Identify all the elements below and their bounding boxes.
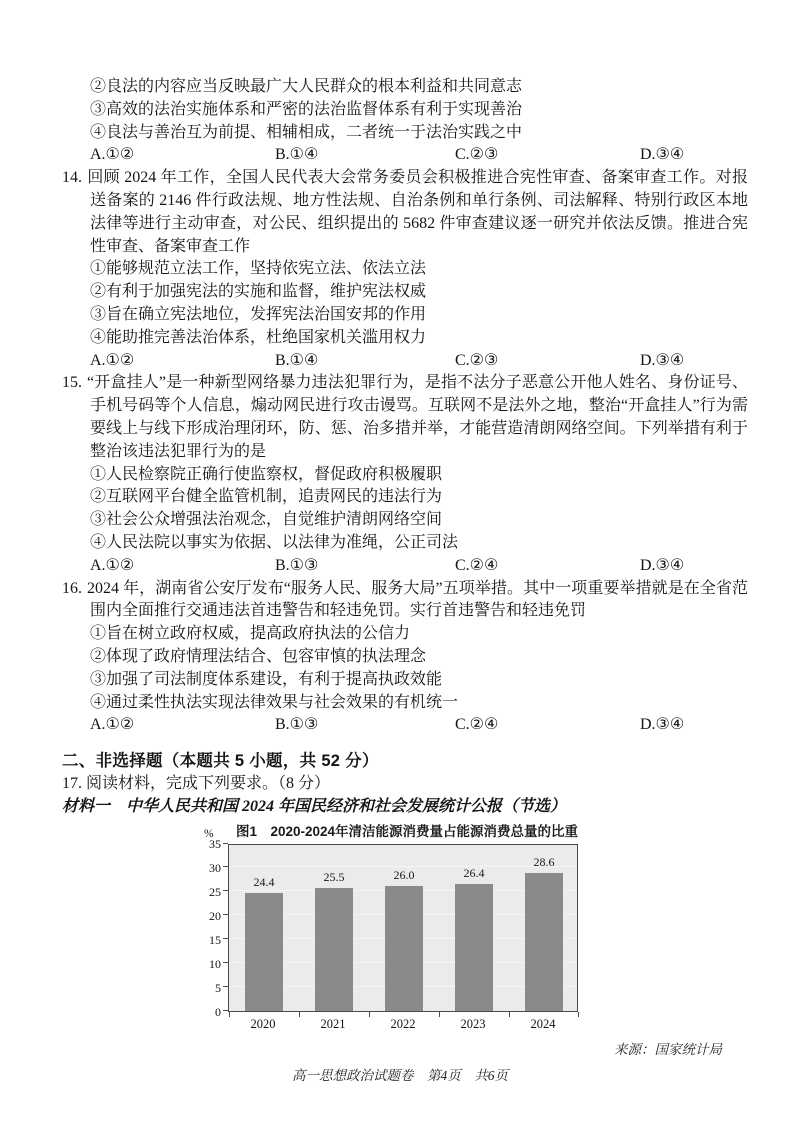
question-item: ④人民法院以事实为依据、以法律为准绳，公正司法 [90, 533, 459, 551]
question-item: ②有利于加强宪法的实施和监督，维护宪法权威 [90, 283, 427, 301]
question-item: ③高效的法治实施体系和严密的法治监督体系有利于实现善治 [90, 100, 523, 118]
y-tick-mark [223, 962, 228, 963]
option-c: C.②④ [455, 556, 499, 574]
answer-options-row [62, 350, 748, 373]
option-d: D.③④ [640, 556, 685, 574]
bar-value-2020: 24.4 [253, 875, 275, 890]
bar-value-2021: 25.5 [323, 870, 345, 885]
question-item: ③旨在确立宪法地位，发挥宪法治国安邦的作用 [90, 305, 427, 323]
y-axis-unit-label: % [204, 827, 214, 840]
y-tick-label: 10 [209, 956, 221, 971]
option-b: B.①③ [275, 556, 319, 574]
y-tick-mark [223, 866, 228, 867]
chart-x-axis [228, 1017, 580, 1031]
question-item: ③社会公众增强法治观念，自觉维护清朗网络空间 [90, 511, 443, 529]
x-tick-label-2021: 2021 [320, 1016, 346, 1031]
x-tick-mark [299, 1012, 300, 1017]
question-item: ①能够规范立法工作，坚持依宪立法、依法立法 [90, 260, 427, 278]
option-c: C.②③ [455, 146, 499, 164]
option-a: A.①② [90, 351, 135, 369]
bar-2020 [245, 893, 283, 1010]
bar-2024 [525, 873, 563, 1010]
bar-2023 [455, 884, 493, 1011]
option-b: B.①③ [275, 716, 319, 734]
question-15 [62, 372, 748, 577]
bar-2022 [385, 886, 423, 1011]
question-stem [62, 578, 748, 624]
option-d: D.③④ [640, 351, 685, 369]
question-number: 16. [62, 579, 82, 597]
x-tick-label-2023: 2023 [460, 1016, 486, 1031]
question-item: ④良法与善治互为前提、相辅相成，二者统一于法治实践之中 [90, 123, 523, 141]
option-b: B.①④ [275, 146, 319, 164]
question-stem [62, 372, 748, 463]
question-item: ①旨在树立政府权威，提高政府执法的公信力 [90, 625, 411, 643]
option-a: A.①② [90, 716, 135, 734]
chart-plot [228, 844, 578, 1012]
answer-options-row [62, 144, 748, 167]
y-tick-label: 0 [215, 1004, 221, 1019]
x-tick-mark [439, 1012, 440, 1017]
x-tick-mark [369, 1012, 370, 1017]
chart-source-note: 来源：国家统计局 [614, 1041, 722, 1057]
y-tick-label: 35 [209, 836, 221, 851]
x-tick-label-2020: 2020 [250, 1016, 276, 1031]
question-item: ④能助推完善法治体系，杜绝国家机关滥用权力 [90, 328, 427, 346]
material-1-title: 材料一 中华人民共和国 2024 年国民经济和社会发展统计公报（节选） [62, 797, 567, 815]
option-a: A.①② [90, 146, 135, 164]
page-footer: 高一思想政治试题卷 第4页 共6页 [292, 1068, 508, 1083]
chart-y-axis [198, 836, 224, 1019]
question-number: 15. [62, 374, 82, 392]
x-tick-mark [578, 1012, 579, 1017]
y-tick-mark [223, 843, 228, 844]
question-stem-text: “开盒挂人”是一种新型网络暴力违法犯罪行为，是指不法分子恶意公开他人姓名、身份证号、手机号码等个人信息，煽动网民进行攻击谩骂。互联网不是法外之地，整治“开盒挂人”行为需要线上与线下形成治理闭环，防、惩、治多措并举，才能营造清朗网络空间。下列举措有利于整治该违法犯罪行为的是 [87, 374, 748, 460]
question-13-continuation [62, 76, 748, 167]
answer-options-row [62, 555, 748, 578]
question-16 [62, 578, 748, 738]
figure-1-chart [198, 824, 586, 1031]
question-stem [62, 167, 748, 258]
option-b: B.①④ [275, 351, 319, 369]
y-tick-mark [223, 890, 228, 891]
option-a: A.①② [90, 556, 135, 574]
question-item: ②体现了政府情理法结合、包容审慎的执法理念 [90, 647, 427, 665]
bar-value-2022: 26.0 [393, 867, 415, 882]
section-2-header: 二、非选择题（本题共 5 小题，共 52 分） [62, 752, 379, 771]
question-item: ③加强了司法制度体系建设，有利于提高执政效能 [90, 670, 443, 688]
option-c: C.②③ [455, 351, 499, 369]
y-tick-label: 25 [209, 884, 221, 899]
chart-title: 图1 2020-2024年清洁能源消费量占能源消费总量的比重 [235, 823, 579, 839]
y-tick-label: 20 [209, 908, 221, 923]
x-tick-label-2024: 2024 [530, 1016, 556, 1031]
y-tick-label: 15 [209, 932, 221, 947]
question-item: ④通过柔性执法实现法律效果与社会效果的有机统一 [90, 693, 459, 711]
question-stem-text: 2024 年，湖南省公安厅发布“服务人民、服务大局”五项举措。其中一项重要举措就是在全省范围内全面推行交通违法首违警告和轻违免罚。实行首违警告和轻违免罚 [87, 579, 748, 620]
x-tick-label-2022: 2022 [390, 1016, 416, 1031]
option-d: D.③④ [640, 146, 685, 164]
bar-value-2024: 28.6 [533, 855, 555, 870]
question-item: ①人民检察院正确行使监察权，督促政府积极履职 [90, 465, 443, 483]
question-stem-text: 回顾 2024 年工作，全国人民代表大会常务委员会积极推进合宪性审查、备案审查工作。对报送备案的 2146 件行政法规、地方性法规、自治条例和单行条例、司法解释、特别行政区本地法律等进行主动审查，对公民、组织提出的 5682 件审查建议逐一研究并依法反馈。推进合宪性审查、备案审查工作 [87, 169, 748, 255]
answer-options-row [62, 714, 748, 737]
y-tick-label: 30 [209, 860, 221, 875]
x-tick-mark [229, 1012, 230, 1017]
y-tick-mark [223, 1010, 228, 1011]
bar-2021 [315, 888, 353, 1010]
question-number: 14. [62, 169, 82, 187]
y-tick-mark [223, 986, 228, 987]
y-tick-mark [223, 914, 228, 915]
question-item: ②互联网平台健全监管机制，追责网民的违法行为 [90, 488, 443, 506]
option-d: D.③④ [640, 716, 685, 734]
option-c: C.②④ [455, 716, 499, 734]
gridline [229, 866, 577, 867]
question-14 [62, 167, 748, 372]
y-tick-label: 5 [215, 980, 221, 995]
question-17-intro: 17. 阅读材料，完成下列要求。（8 分） [62, 774, 331, 792]
y-tick-mark [223, 938, 228, 939]
page-content [62, 76, 748, 1061]
bar-value-2023: 26.4 [463, 865, 485, 880]
question-item: ②良法的内容应当反映最广大人民群众的根本利益和共同意志 [90, 78, 523, 95]
x-tick-mark [509, 1012, 510, 1017]
